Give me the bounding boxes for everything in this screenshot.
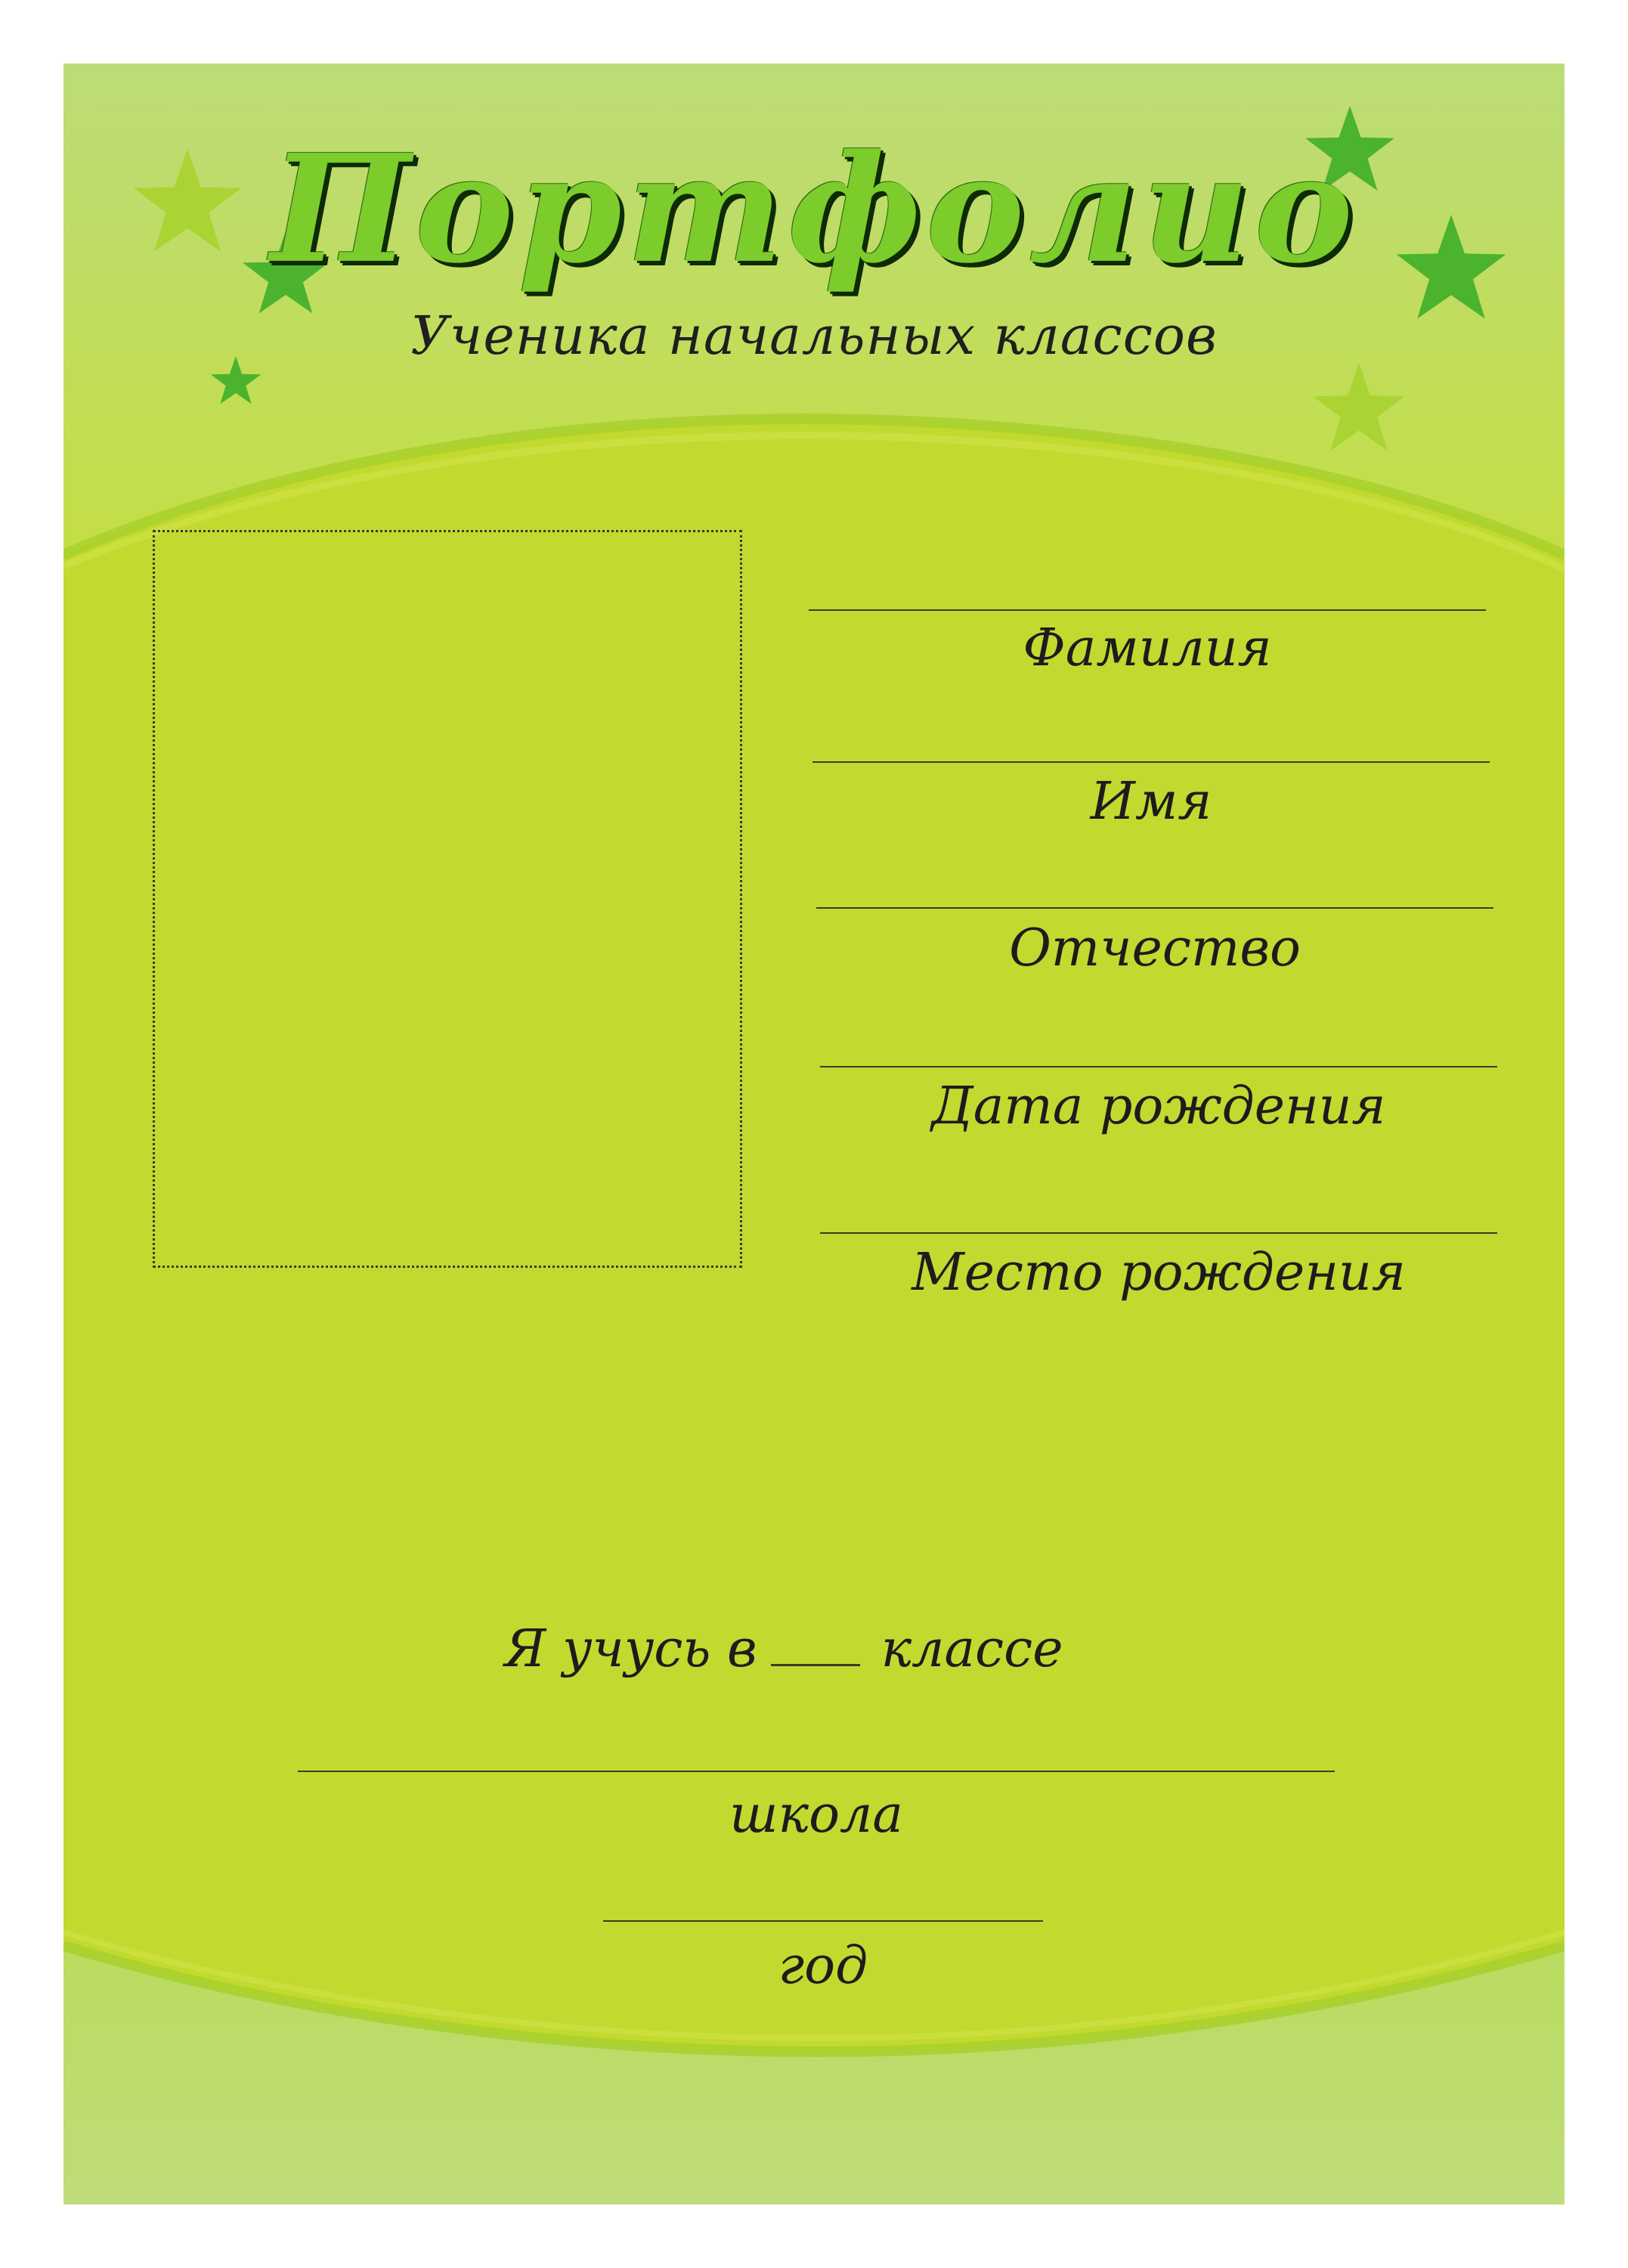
surname-label: Фамилия bbox=[1023, 618, 1272, 678]
school-label: школа bbox=[729, 1785, 903, 1845]
birth-date-label: Дата рождения bbox=[931, 1077, 1386, 1136]
school-line[interactable] bbox=[298, 1771, 1335, 1772]
surname-line[interactable] bbox=[809, 609, 1486, 611]
portfolio-cover bbox=[63, 64, 1565, 2204]
photo-placeholder[interactable] bbox=[153, 530, 742, 1268]
page-subtitle: Ученика начальных классов bbox=[410, 305, 1218, 367]
class-suffix: классе bbox=[881, 1619, 1063, 1679]
class-number-blank[interactable] bbox=[771, 1664, 860, 1666]
birth-date-line[interactable] bbox=[820, 1066, 1497, 1067]
birth-place-label: Место рождения bbox=[911, 1243, 1406, 1303]
patronymic-label: Отчество bbox=[1009, 919, 1301, 978]
patronymic-line[interactable] bbox=[816, 907, 1493, 909]
class-prefix: Я учусь в bbox=[504, 1619, 757, 1679]
birth-place-line[interactable] bbox=[820, 1232, 1497, 1234]
class-sentence bbox=[63, 1619, 1534, 1679]
name-label: Имя bbox=[1090, 772, 1212, 832]
year-label: год bbox=[778, 1936, 868, 1996]
year-line[interactable] bbox=[603, 1920, 1043, 1922]
name-line[interactable] bbox=[812, 761, 1490, 763]
page-title: Портфолио bbox=[270, 122, 1358, 296]
